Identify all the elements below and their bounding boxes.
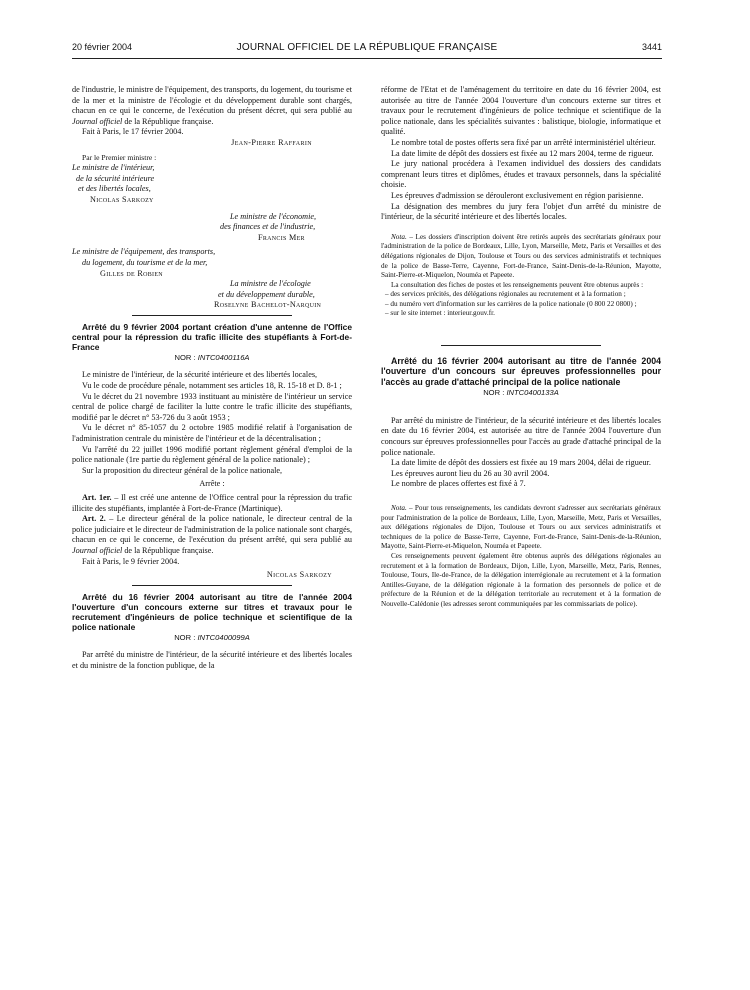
list-item: – des services précités, des délégations régionales au recrutement et à la formation ;: [385, 290, 626, 299]
header-rule: [72, 58, 662, 59]
paragraph: La date limite de dépôt des dossiers est fixée au 12 mars 2004, terme de rigueur.: [391, 148, 654, 158]
paragraph: Le ministre de l'intérieur, de la sécurité intérieure et des libertés locales,: [82, 370, 318, 380]
page-header: [72, 42, 662, 56]
right-column: [381, 85, 661, 610]
page-number: 3441: [641, 42, 662, 52]
header-date: 20 février 2004: [72, 42, 133, 52]
decree-closing-paragraph: de l'industrie, le ministre de l'équipement, des transports, du logement, du tourisme et de la mer et la ministre de l'écologie et du développement durable sont chargés, chacun en ce qui le concerne, de l'exécution du présent décret, qui sera publié au Journal officiel de la République française.: [72, 85, 352, 126]
arrete-ingenieurs-title: Arrêté du 16 février 2004 autorisant au titre de l'année 2004 l'ouverture d'un concours externe sur titres et travaux pour le recrutement d'ingénieurs de police technique et scientifique de la police nationale: [72, 591, 352, 632]
signature-sarkozy: Nicolas Sarkozy: [90, 194, 154, 204]
signature-robien: Gilles de Robien: [100, 268, 163, 278]
paragraph: La désignation des membres du jury fera l'objet d'un arrêté du ministre de l'intérieur, de la sécurité intérieure et des libertés locales.: [381, 201, 661, 222]
left-column: [72, 85, 352, 672]
list-item: – du numéro vert d'information sur les carrières de la police nationale (0 800 22 0800) ;: [385, 299, 637, 308]
paragraph: Par arrêté du ministre de l'intérieur, de la sécurité intérieure et des libertés locales et du ministre de la fonction publique, de la: [72, 650, 352, 670]
paragraph: Vu le code de procédure pénale, notamment ses articles 18, R. 15-18 et D. 8-1 ;: [82, 381, 342, 391]
paragraph: Vu le décret du 21 novembre 1933 instituant au ministère de l'intérieur un service central de police chargé de faciliter la lutte contre le trafic illicite des stupéfiants, modifié par le décret n° 53-726 du 3 août 1953 ;: [72, 391, 352, 422]
paragraph: Sur la proposition du directeur général de la police nationale,: [82, 465, 283, 475]
arrete-fort-de-france-title: Arrêté du 9 février 2004 portant création d'une antenne de l'Office central pour la répression du trafic illicite des stupéfiants à Fort-de-France: [72, 321, 352, 352]
minister-economie-line2: des finances et de l'industrie,: [220, 222, 316, 232]
section-divider: [132, 585, 292, 586]
paragraph: Les épreuves d'admission se dérouleront exclusivement en région parisienne.: [391, 190, 644, 200]
paragraph: Vu l'arrêté du 22 juillet 1996 modifié portant règlement général d'emploi de la police nationale (1re partie du règlement général de la police nationale) ;: [72, 444, 352, 465]
article-1: Art. 1er. – Il est créé une antenne de l'Office central pour la répression du trafic illicite des stupéfiants, implantée à Fort-de-France (Martinique).: [72, 493, 352, 513]
minister-economie-line1: Le ministre de l'économie,: [230, 211, 317, 221]
minister-equipement-line2: du logement, du tourisme et de la mer,: [82, 257, 208, 267]
paragraph: Par arrêté du ministre de l'intérieur, de la sécurité intérieure et des libertés locales en date du 16 février 2004, est autorisée au titre de l'année 2004 l'ouverture d'un concours sur épreuves professionnelles pour l'accès au grade d'attaché principal de la police nationale.: [381, 415, 661, 457]
arrete-fort-de-france-nor: NOR : INTC0400116A: [174, 352, 250, 362]
signature-sarkozy-arrete: Nicolas Sarkozy: [266, 570, 332, 580]
signature-mer: Francis Mer: [258, 232, 305, 242]
signature-bachelot: Roselyne Bachelot-Narquin: [214, 300, 322, 310]
article-2: Art. 2. – Le directeur général de la police nationale, le directeur central de la police judiciaire et le directeur de l'administration de la police nationale sont chargés, chacun en ce qui le concerne, de l'exécution du présent arrêté, qui sera publié au Journal officiel de la République française.: [72, 514, 352, 555]
nota-renseignements: Nota. – Pour tous renseignements, les candidats devront s'adresser aux secrétariats généraux pour l'administration de la police de Bordeaux, Lille, Lyon, Marseille, Metz, Paris et Versailles, aux délégations régionales de Dijon, Toulouse et Tours ou aux services administratifs et techniques de la police de Basse-Terre, Cayenne, Fort-de-France, Saint-Denis-de-la-Réunion, Mayotte, Saint-Pierre-et-Miquelon, Nouméa et Papeete.: [381, 504, 662, 551]
arrete-heading: Arrête :: [199, 479, 225, 489]
par-premier-ministre: Par le Premier ministre :: [82, 152, 157, 162]
consultation-note: La consultation des fiches de postes et les renseignements peuvent être obtenus auprès :: [391, 280, 644, 289]
paragraph: Les épreuves auront lieu du 26 au 30 avril 2004.: [391, 468, 550, 478]
nota-inscription: Nota. – Les dossiers d'inscription doivent être retirés auprès des secrétariats généraux pour l'administration de la police de Bordeaux, Lille, Lyon, Marseille, Metz, Paris et Versailles et des délégations régionales de Dijon, Toulouse et Tours ou des services administratifs et techniques de la police de Basse-Terre, Cayenne, Fort-de-France, Saint-Denis-de-la-Réunion, Mayotte, Saint-Pierre-et-Miquelon, Nouméa et Papeete.: [381, 232, 662, 280]
arrete-attache-nor: NOR : INTC0400133A: [483, 388, 559, 398]
arrete-fait: Fait à Paris, le 9 février 2004.: [82, 556, 180, 566]
arrete-ingenieurs-nor: NOR : INTC0400099A: [174, 632, 250, 642]
minister-interieur-line2: de la sécurité intérieure: [76, 173, 155, 183]
signature-raffarin: Jean-Pierre Raffarin: [231, 137, 312, 147]
renseignements-note: Ces renseignements peuvent également être obtenus auprès des délégations régionales au recrutement et à la formation de Bordeaux, Dijon, Lille, Lyon, Marseille, Metz, Paris, Rennes, Toulouse, Tours, Ile-de-France, de la délégation interrégionale au recrutement et à la formation Antilles-Guyane, de la délégation régionale à la formation des personnels de police et de préfecture de la Réunion et de la délégation territoriale au recrutement et à la formation de Nouvelle-Calédonie (les adresses seront communiquées par les commissariats de police).: [381, 552, 661, 608]
section-divider: [441, 345, 601, 346]
list-item: – sur le site internet : interieur.gouv.fr.: [385, 309, 495, 318]
journal-title: JOURNAL OFFICIEL DE LA RÉPUBLIQUE FRANÇAISE: [236, 42, 498, 53]
arrete-attache-title: Arrêté du 16 février 2004 autorisant au titre de l'année 2004 l'ouverture d'un concours sur épreuves professionnelles pour l'accès au grade d'attaché principal de la police nationale: [381, 356, 661, 387]
minister-interieur-line1: Le ministre de l'intérieur,: [72, 163, 155, 173]
paragraph: Le nombre total de postes offerts sera fixé par un arrêté interministériel ultérieur.: [391, 137, 656, 147]
decree-fait: Fait à Paris, le 17 février 2004.: [82, 127, 184, 137]
minister-equipement-line1: Le ministre de l'équipement, des transports,: [72, 247, 216, 257]
paragraph: Vu le décret n° 85-1057 du 2 octobre 1985 modifié relatif à l'organisation de l'administration centrale du ministère de l'intérieur et de la décentralisation ;: [72, 423, 352, 444]
paragraph: La date limite de dépôt des dossiers est fixée au 19 mars 2004, délai de rigueur.: [391, 458, 651, 468]
minister-ecologie-line1: La ministre de l'écologie: [230, 279, 311, 289]
minister-interieur-line3: et des libertés locales,: [78, 184, 151, 194]
section-divider: [132, 315, 292, 316]
paragraph: Le jury national procédera à l'examen individuel des dossiers des candidats comprenant leurs titres et diplômes, études et travaux personnels, dans la spécialité choisie.: [381, 159, 661, 190]
paragraph: Le nombre de places offertes est fixé à 7.: [391, 479, 526, 489]
paragraph: réforme de l'Etat et de l'aménagement du territoire en date du 16 février 2004, est autorisée au titre de l'année 2004 l'ouverture d'un concours externe sur titres et travaux pour le recrutement d'ingénieurs de police technique et scientifique de la police nationale, dans les spécialités suivantes : balistique, biologie, informatique et qualité.: [381, 85, 661, 137]
minister-ecologie-line2: et du développement durable,: [218, 289, 315, 299]
